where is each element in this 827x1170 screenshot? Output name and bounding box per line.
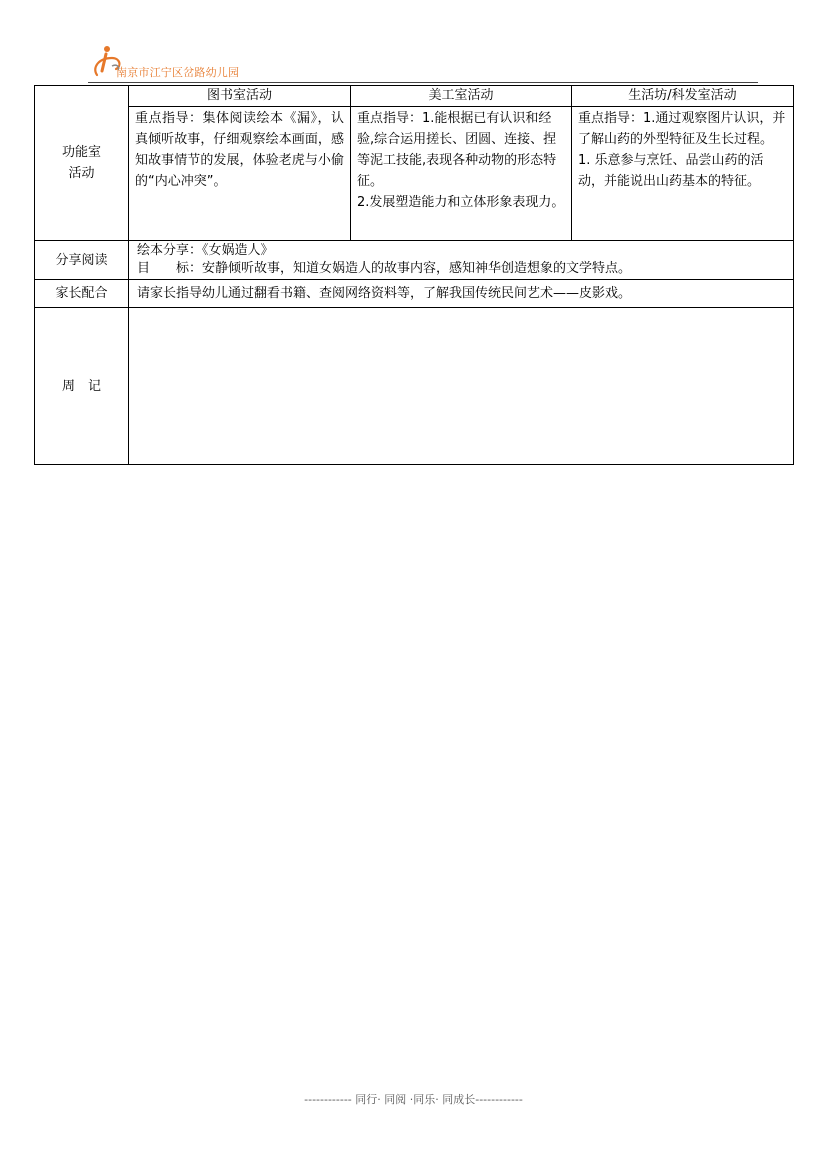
- table-row-functional-content: [35, 107, 794, 241]
- page-header: [88, 44, 758, 84]
- shared-reading-label: 分享阅读: [35, 241, 129, 280]
- library-column-heading: 图书室活动: [129, 86, 351, 107]
- art-room-activity-cell: 重点指导：1.能根据已有认识和经验,综合运用搓长、团圆、连接、捏等泥工技能,表现各种动物的形态特征。 2.发展塑造能力和立体形象表现力。: [351, 107, 572, 241]
- art-room-column-heading: 美工室活动: [351, 86, 572, 107]
- life-science-activity-cell: 重点指导：1.通过观察图片认识，并了解山药的外型特征及生长过程。 1. 乐意参与烹饪、品尝山药的活动，并能说出山药基本的特征。: [572, 107, 794, 241]
- shared-reading-content: 绘本分享：《女娲造人》 目 标：安静倾听故事，知道女娲造人的故事内容，感知神华创造想象的文学特点。: [129, 241, 794, 280]
- weekly-notes-content: [129, 308, 794, 465]
- page-footer: ------------ 同行· 同阅 ·同乐· 同成长------------: [304, 1093, 523, 1106]
- table-row-weekly-notes: [35, 308, 794, 465]
- table-row-functional-header: [35, 86, 794, 107]
- school-name: 南京市江宁区岔路幼儿园: [116, 66, 240, 79]
- weekly-notes-label: 周 记: [35, 308, 129, 465]
- parent-cooperation-label: 家长配合: [35, 280, 129, 308]
- activity-plan-table: [34, 85, 794, 465]
- header-divider: [88, 82, 758, 83]
- table-row-shared-reading: [35, 241, 794, 280]
- table-row-parent-cooperation: [35, 280, 794, 308]
- library-activity-cell: 重点指导：集体阅读绘本《漏》，认真倾听故事，仔细观察绘本画面，感知故事情节的发展，体验老虎与小偷的“内心冲突”。: [129, 107, 351, 241]
- functional-room-label: 功能室 活动: [35, 86, 129, 241]
- parent-cooperation-content: 请家长指导幼儿通过翻看书籍、查阅网络资料等，了解我国传统民间艺术——皮影戏。: [129, 280, 794, 308]
- life-science-column-heading: 生活坊/科发室活动: [572, 86, 794, 107]
